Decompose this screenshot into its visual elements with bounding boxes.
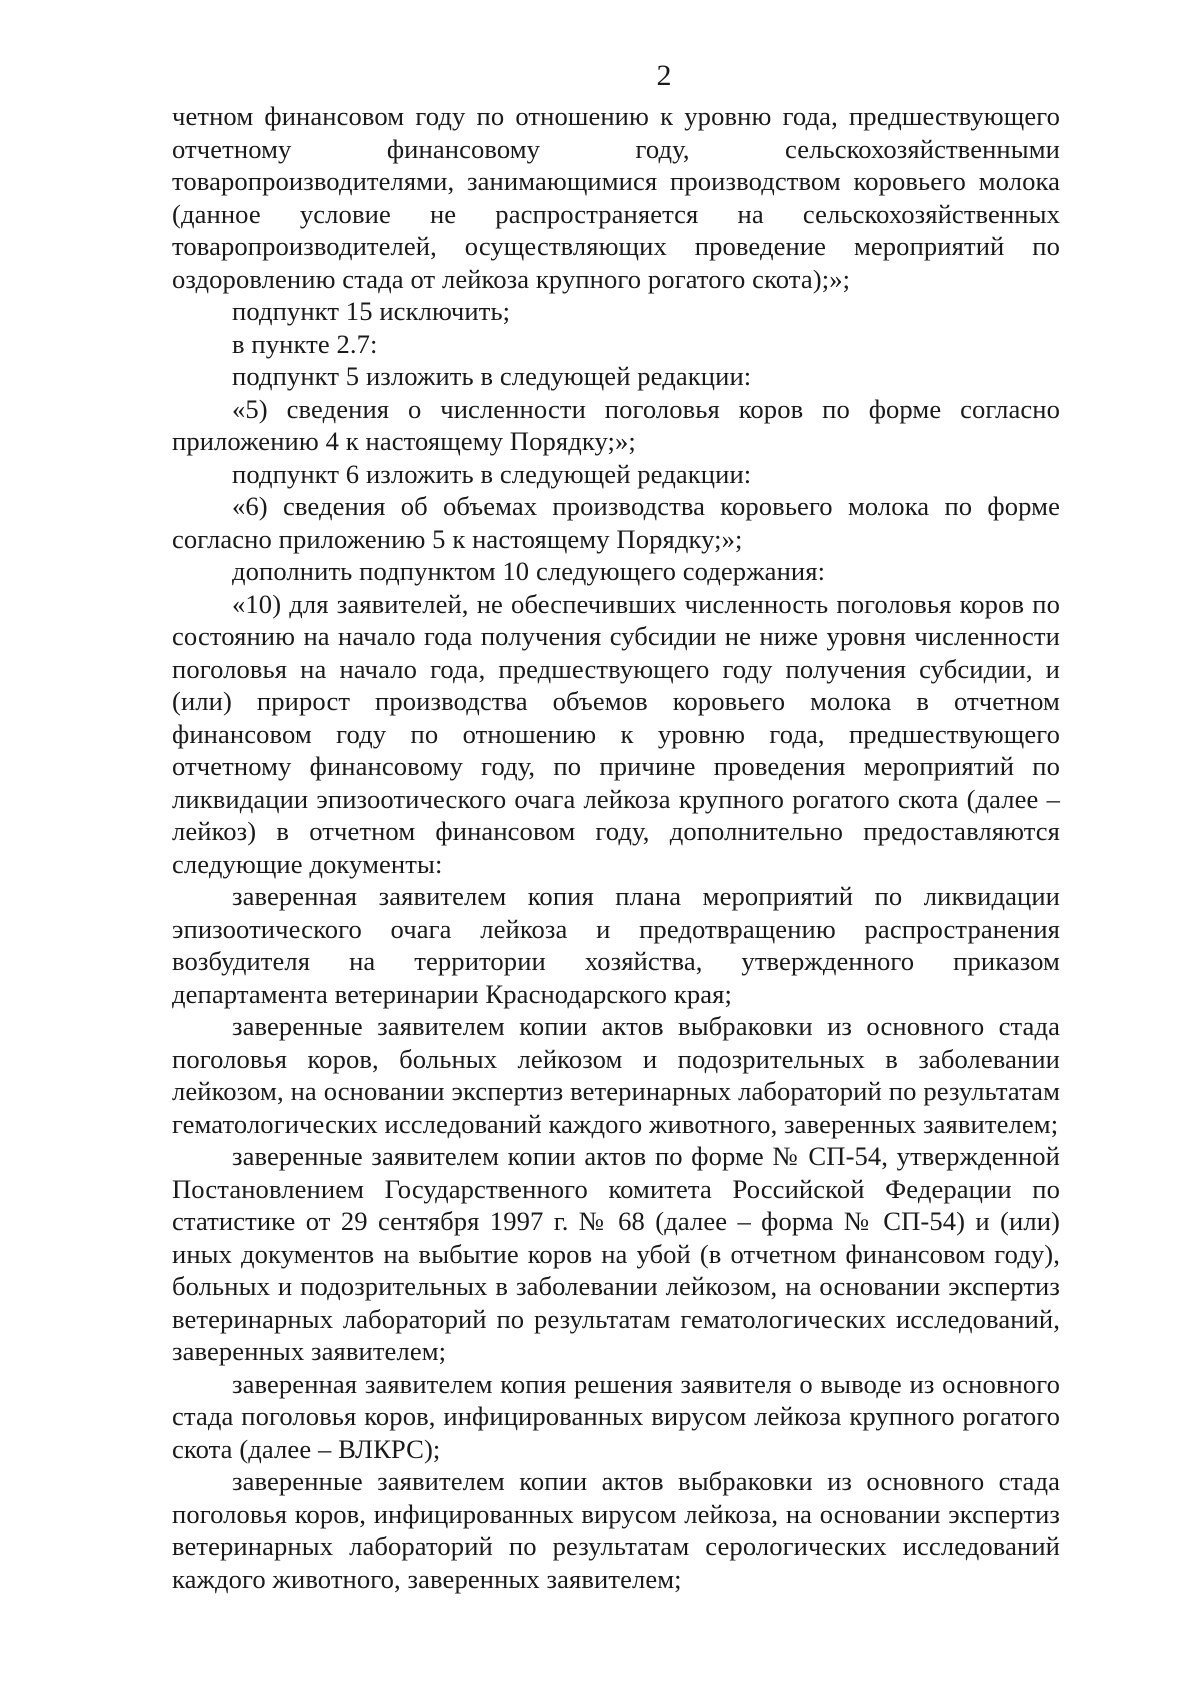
paragraph: заверенные заявителем копии актов выбраковки из основного стада поголовья коров, больных лейкозом и подозрительных в заболевании лейкозом, на основании экспертиз ветеринарных лабораторий по результатам гематологических исследований каждого животного, заверенных заявителем; [172,1011,1060,1139]
paragraph: заверенные заявителем копии актов по форме № СП-54, утвержденной Постановлением Государственного комитета Российской Федерации по статистике от 29 сентября 1997 г. № 68 (далее – форма № СП-54) и (или) иных документов на выбытие коров на убой (в отчетном финансовом году), больных и подозрительных в заболевании лейкозом, на основании экспертиз ветеринарных лабораторий по результатам гематологических исследований, заверенных заявителем; [172,1141,1060,1366]
paragraph: заверенная заявителем копия плана мероприятий по ликвидации эпизоотического очага лейкоза и предотвращению распространения возбудителя на территории хозяйства, утвержденного приказом департамента ветеринарии Краснодарского края; [172,881,1060,1009]
paragraph: подпункт 6 изложить в следующей редакции: [232,458,752,489]
paragraph: в пункте 2.7: [232,328,378,359]
paragraph: подпункт 5 изложить в следующей редакции: [232,361,752,391]
paragraph: заверенная заявителем копия решения заявителя о выводе из основного стада поголовья коров, инфицированных вирусом лейкоза крупного рогатого скота (далее – ВЛКРС); [172,1368,1060,1464]
paragraph: «10) для заявителей, не обеспечивших численность поголовья коров по состоянию на начало года получения субсидии не ниже уровня численности поголовья на начало года, предшествующего году получения субсидии, и (или) прирост производства объемов коровьего молока в отчетном финансовом году по отношению к уровню года, предшествующего отчетному финансовому году, по причине проведения мероприятий по ликвидации эпизоотического очага лейкоза крупного рогатого скота (далее – лейкоз) в отчетном финансовом году, дополнительно предоставляются следующие документы: [172,588,1060,879]
document-body [172,100,1060,1595]
paragraph: «6) сведения об объемах производства коровьего молока по форме согласно приложению 5 к настоящему Порядку;»; [172,491,1060,554]
page-number: 2 [656,59,672,92]
paragraph: «5) сведения о численности поголовья коров по форме согласно приложению 4 к настоящему Порядку;»; [172,393,1060,456]
paragraph-continuation: четном финансовом году по отношению к уровню года, предшествующего отчетному финансовому году, сельскохозяйственными товаропроизводителями, занимающимися производством коровьего молока (данное условие не распространяется на сельскохозяйственных товаропроизводителей, осуществляющих проведение мероприятий по оздоровлению стада от лейкоза крупного рогатого скота);»; [172,101,1060,294]
paragraph: подпункт 15 исключить; [232,296,511,326]
paragraph: дополнить подпунктом 10 следующего содержания: [232,556,826,586]
paragraph: заверенные заявителем копии актов выбраковки из основного стада поголовья коров, инфицированных вирусом лейкоза, на основании экспертиз ветеринарных лабораторий по результатам серологических исследований каждого животного, заверенных заявителем; [172,1466,1060,1594]
